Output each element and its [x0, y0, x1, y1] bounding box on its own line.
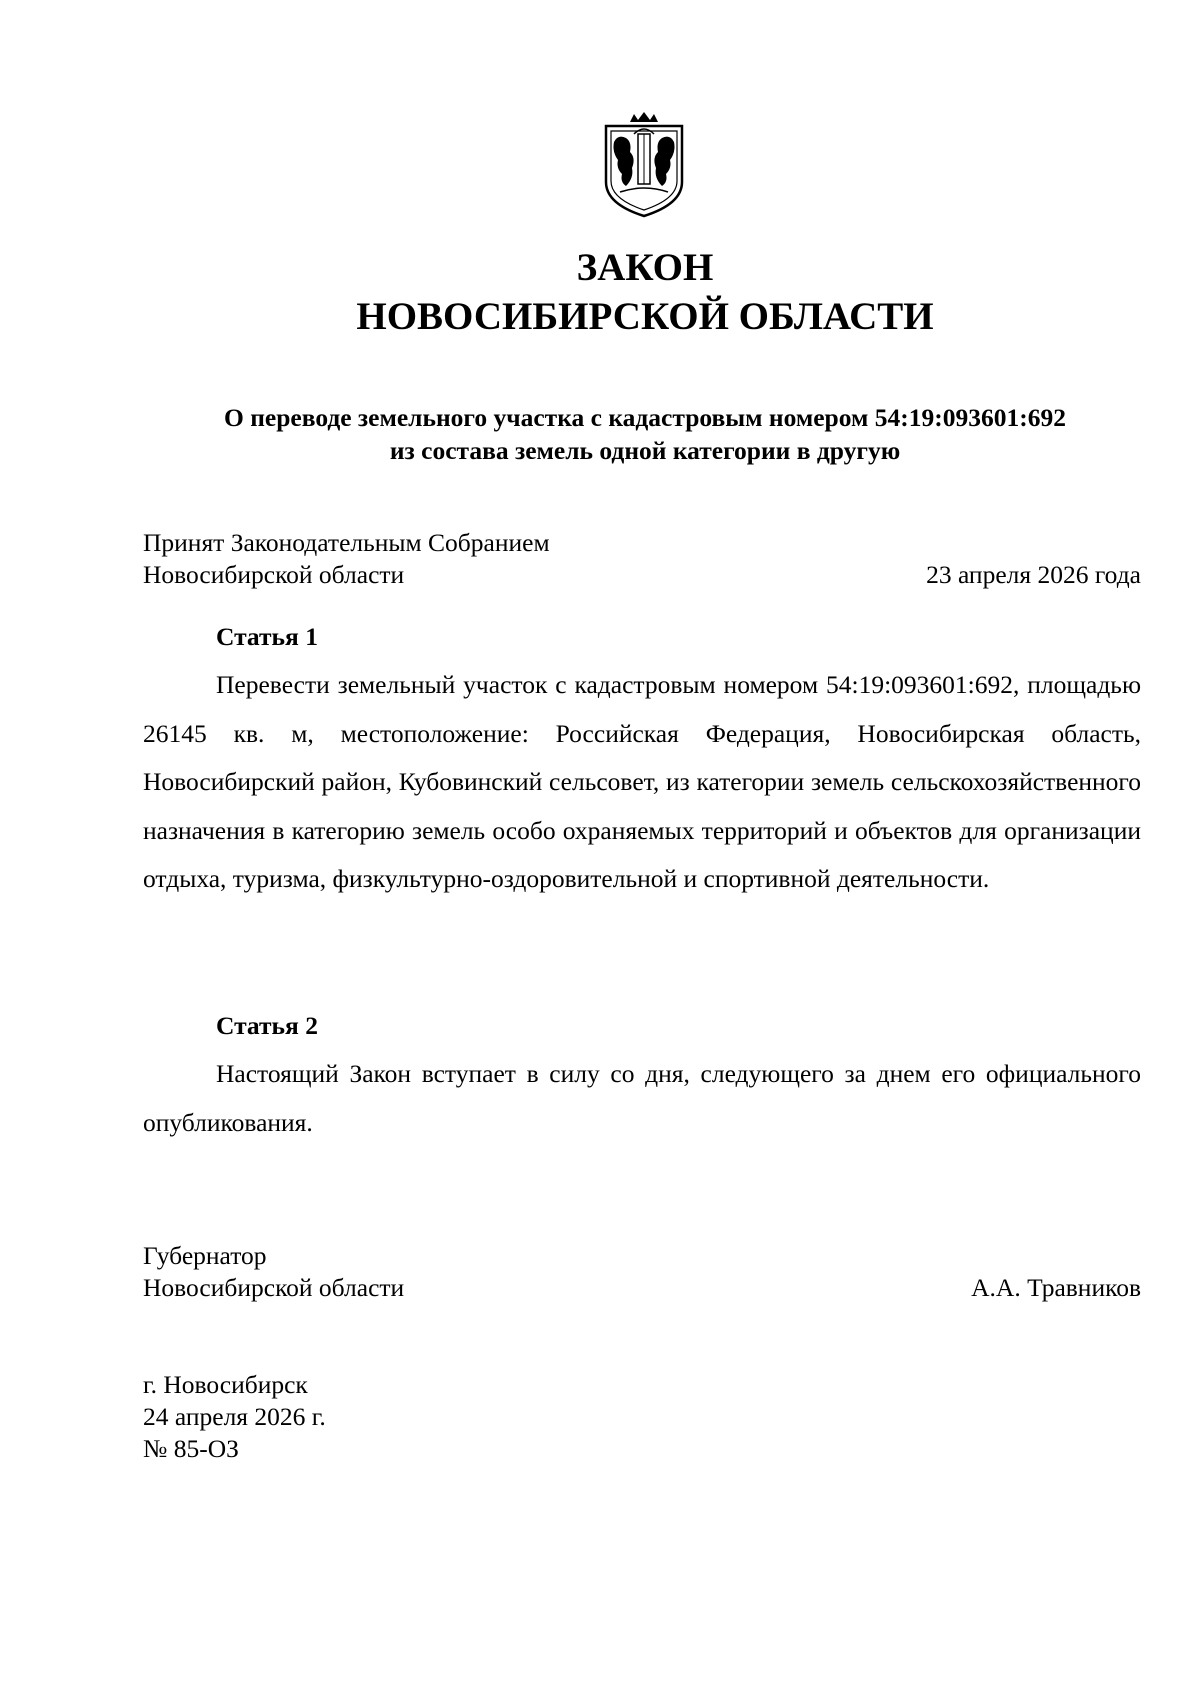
- article-2-heading: Статья 2: [216, 1011, 318, 1040]
- adoption-date: 23 апреля 2026 года: [926, 560, 1141, 589]
- law-title: [0, 243, 1200, 341]
- footer-date: 24 апреля 2026 г.: [143, 1402, 326, 1431]
- law-subject-line2: из состава земель одной категории в другую: [389, 436, 901, 465]
- signature-position-line1: Губернатор: [143, 1241, 267, 1270]
- adoption-line1: Принят Законодательным Собранием: [143, 528, 550, 557]
- article-2-text: Настоящий Закон вступает в силу со дня, следующего за днем его официального опубликования.: [143, 1059, 1141, 1137]
- adoption-line2: Новосибирской области: [143, 560, 405, 589]
- coat-of-arms-icon: [600, 112, 688, 218]
- footer-number: № 85-ОЗ: [143, 1434, 239, 1463]
- law-title-line1: ЗАКОН: [576, 246, 714, 289]
- law-subject-line1: О переводе земельного участка с кадастровым номером 54:19:093601:692: [224, 403, 1066, 432]
- signature-name: А.А. Травников: [971, 1273, 1141, 1302]
- article-1-text: Перевести земельный участок с кадастровым номером 54:19:093601:692, площадью 26145 кв. м, местоположение: Российская Федерация, Новосибирская область, Новосибирский район, Кубовинский сельсовет, из категории земель сельскохозяйственного назначения в категорию земель особо охраняемых территорий и объектов для организации отдыха, туризма, физкультурно-оздоровительной и спортивной деятельности.: [143, 670, 1141, 893]
- footer-city: г. Новосибирск: [143, 1370, 308, 1399]
- article-1-heading: Статья 1: [216, 622, 318, 651]
- signature-position-line2: Новосибирской области: [143, 1273, 405, 1302]
- law-title-line2: НОВОСИБИРСКОЙ ОБЛАСТИ: [356, 295, 934, 338]
- law-subject: [0, 401, 1200, 467]
